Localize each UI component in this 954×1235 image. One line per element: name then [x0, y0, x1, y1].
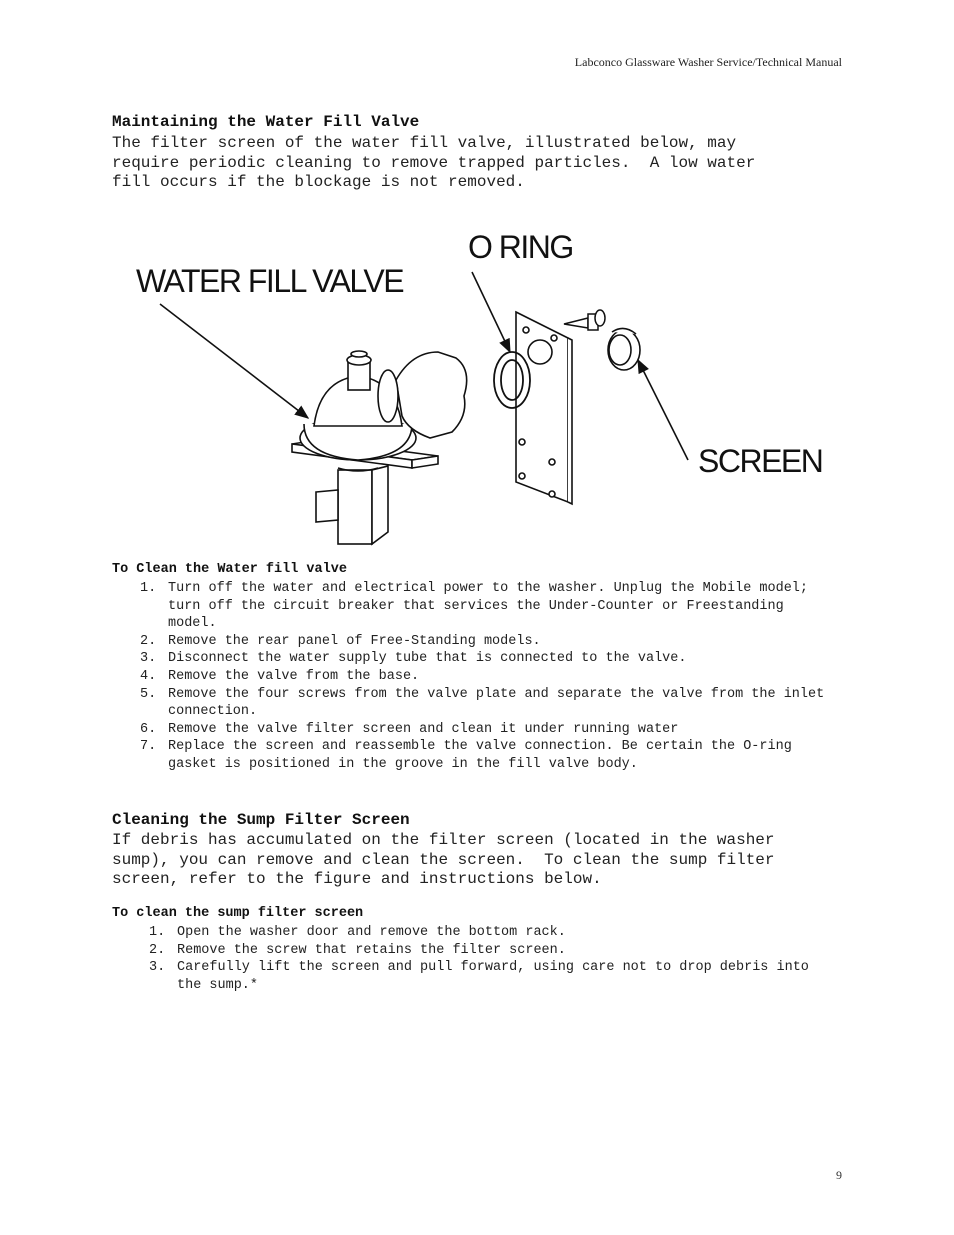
- label-water-fill-valve: WATER FILL VALVE: [136, 263, 404, 299]
- arrow-to-screen: [638, 360, 688, 460]
- label-screen: SCREEN: [698, 443, 823, 479]
- section-heading-sump-filter: Cleaning the Sump Filter Screen: [112, 811, 410, 829]
- step-text: Remove the valve from the base.: [168, 668, 420, 684]
- sump-filter-steps-list: [149, 924, 809, 994]
- step-number: 1.: [140, 581, 157, 596]
- step-text: Replace the screen and reassemble the valve connection. Be certain the O-ring gasket is positioned in the groove in the fill valve body.: [168, 739, 792, 772]
- step-number: 6.: [140, 721, 157, 737]
- step-text: Remove the four screws from the valve plate and separate the valve from the inlet connection.: [168, 686, 825, 720]
- list-item: [140, 650, 840, 668]
- step-text: Open the washer door and remove the bottom rack.: [177, 925, 566, 940]
- list-item: [149, 942, 809, 960]
- water-fill-valve-figure: [112, 220, 842, 550]
- list-item: [149, 924, 809, 942]
- arrow-to-o-ring: [472, 272, 510, 352]
- intro-paragraph-sump-filter: If debris has accumulated on the filter screen (located in the washer sump), you can remove and clean the screen. To clean the sump filter screen, refer to the figure and instructions below.: [112, 831, 775, 888]
- list-item: [140, 721, 840, 739]
- screw-drawing: [564, 310, 605, 330]
- valve-plate-drawing: [516, 312, 572, 504]
- step-text: Remove the screw that retains the filter screen.: [177, 942, 566, 958]
- list-item: [149, 959, 809, 994]
- list-item: [140, 686, 840, 721]
- intro-paragraph-fill-valve: The filter screen of the water fill valve, illustrated below, may require periodic cleaning to remove trapped particles. A low water fill occurs if the blockage is not removed.: [112, 134, 756, 191]
- section-heading-fill-valve: Maintaining the Water Fill Valve: [112, 113, 420, 131]
- step-text: Disconnect the water supply tube that is connected to the valve.: [168, 651, 687, 667]
- label-o-ring: O RING: [468, 229, 573, 265]
- arrow-to-valve: [160, 304, 308, 418]
- step-number: 2.: [140, 633, 157, 649]
- list-item: [140, 633, 840, 651]
- step-text: Remove the valve filter screen and clean it under running water: [168, 721, 679, 737]
- step-number: 1.: [149, 925, 166, 940]
- step-number: 3.: [140, 651, 157, 667]
- step-text: Turn off the water and electrical power to the washer. Unplug the Mobile model; turn off the circuit breaker that services the Under-Counter or Freestanding model.: [168, 581, 809, 632]
- list-item: [140, 738, 840, 773]
- step-number: 5.: [140, 686, 157, 702]
- list-item: [140, 580, 840, 633]
- step-number: 3.: [149, 960, 166, 976]
- step-text: Remove the rear panel of Free-Standing models.: [168, 633, 541, 649]
- list-item: [140, 668, 840, 686]
- procedure-heading-fill-valve: To Clean the Water fill valve: [112, 562, 347, 577]
- valve-body-drawing: [292, 351, 467, 544]
- filter-screen-drawing: [608, 328, 640, 370]
- step-number: 4.: [140, 668, 157, 684]
- fill-valve-steps-list: [140, 580, 840, 774]
- step-text: Carefully lift the screen and pull forward, using care not to drop debris into the sump.*: [177, 960, 809, 993]
- procedure-heading-sump-filter: To clean the sump filter screen: [112, 906, 364, 921]
- step-number: 2.: [149, 942, 166, 958]
- page-number: 9: [836, 1168, 842, 1182]
- page-header: Labconco Glassware Washer Service/Technical Manual: [574, 55, 842, 69]
- step-number: 7.: [140, 739, 157, 755]
